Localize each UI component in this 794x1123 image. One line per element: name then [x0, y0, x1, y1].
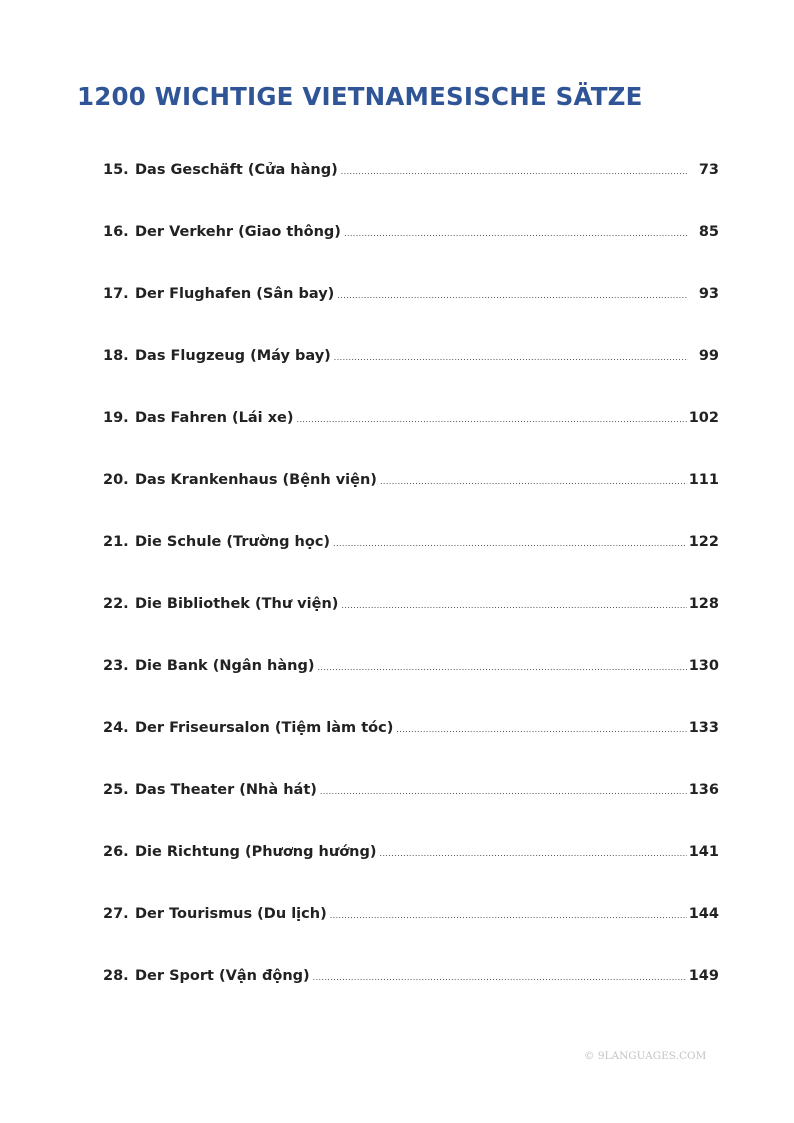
toc-page-number: 73: [698, 162, 719, 178]
toc-label: Die Richtung (Phương hướng): [135, 844, 377, 860]
toc-number: 16.: [103, 224, 129, 240]
toc-label: Der Friseursalon (Tiệm làm tóc): [135, 720, 394, 736]
toc-page-number: 141: [688, 844, 719, 860]
toc-leader-dots: [344, 229, 688, 238]
toc-page-number: 122: [688, 534, 719, 550]
toc-number: 20.: [103, 472, 129, 488]
page-title: 1200 WICHTIGE VIETNAMESISCHE SÄTZE: [77, 82, 643, 111]
toc-label: Die Bank (Ngân hàng): [135, 658, 315, 674]
toc-number: 26.: [103, 844, 129, 860]
toc-number: 19.: [103, 410, 129, 426]
toc-label: Das Theater (Nhà hát): [135, 782, 317, 798]
toc-label: Das Krankenhaus (Bệnh viện): [135, 472, 377, 488]
toc-leader-dots: [333, 539, 687, 548]
toc-entry[interactable]: [103, 906, 719, 968]
toc-entry[interactable]: [103, 968, 719, 1030]
toc-page-number: 111: [688, 472, 719, 488]
toc-number: 22.: [103, 596, 129, 612]
toc-leader-dots: [313, 973, 687, 982]
toc-page-number: 136: [688, 782, 719, 798]
toc-number: 21.: [103, 534, 129, 550]
toc-page-number: 128: [688, 596, 719, 612]
toc-leader-dots: [396, 725, 686, 734]
toc-entry[interactable]: [103, 162, 719, 224]
toc-entry[interactable]: [103, 844, 719, 906]
toc-leader-dots: [320, 787, 687, 796]
toc-entry[interactable]: [103, 286, 719, 348]
toc-page-number: 102: [688, 410, 719, 426]
toc-number: 24.: [103, 720, 129, 736]
toc-entry[interactable]: [103, 224, 719, 286]
toc-leader-dots: [297, 415, 687, 424]
toc-number: 25.: [103, 782, 129, 798]
toc-page-number: 144: [688, 906, 719, 922]
toc-number: 23.: [103, 658, 129, 674]
toc-leader-dots: [334, 353, 688, 362]
toc-entry[interactable]: [103, 472, 719, 534]
toc-label: Die Bibliothek (Thư viện): [135, 596, 339, 612]
toc-label: Das Fahren (Lái xe): [135, 410, 294, 426]
toc-entry[interactable]: [103, 658, 719, 720]
toc-entry[interactable]: [103, 782, 719, 844]
toc-page-number: 149: [688, 968, 719, 984]
toc-page-number: 93: [698, 286, 719, 302]
toc-entry[interactable]: [103, 534, 719, 596]
toc-page-number: 133: [688, 720, 719, 736]
toc-leader-dots: [341, 167, 688, 176]
toc-leader-dots: [380, 477, 687, 486]
table-of-contents: [103, 162, 719, 1030]
toc-leader-dots: [317, 663, 686, 672]
toc-label: Das Flugzeug (Máy bay): [135, 348, 331, 364]
toc-label: Der Verkehr (Giao thông): [135, 224, 341, 240]
toc-label: Der Tourismus (Du lịch): [135, 906, 327, 922]
toc-number: 15.: [103, 162, 129, 178]
toc-number: 27.: [103, 906, 129, 922]
toc-leader-dots: [330, 911, 687, 920]
toc-label: Der Flughafen (Sân bay): [135, 286, 335, 302]
toc-page-number: 99: [698, 348, 719, 364]
toc-number: 28.: [103, 968, 129, 984]
toc-entry[interactable]: [103, 410, 719, 472]
toc-label: Das Geschäft (Cửa hàng): [135, 162, 338, 178]
toc-number: 17.: [103, 286, 129, 302]
toc-label: Die Schule (Trường học): [135, 534, 331, 550]
toc-leader-dots: [380, 849, 687, 858]
toc-entry[interactable]: [103, 348, 719, 410]
watermark: © 9LANGUAGES.COM: [584, 1050, 707, 1062]
toc-leader-dots: [341, 601, 686, 610]
toc-page-number: 130: [688, 658, 719, 674]
toc-number: 18.: [103, 348, 129, 364]
toc-page-number: 85: [698, 224, 719, 240]
toc-leader-dots: [337, 291, 688, 300]
toc-label: Der Sport (Vận động): [135, 968, 310, 984]
toc-entry[interactable]: [103, 720, 719, 782]
toc-entry[interactable]: [103, 596, 719, 658]
